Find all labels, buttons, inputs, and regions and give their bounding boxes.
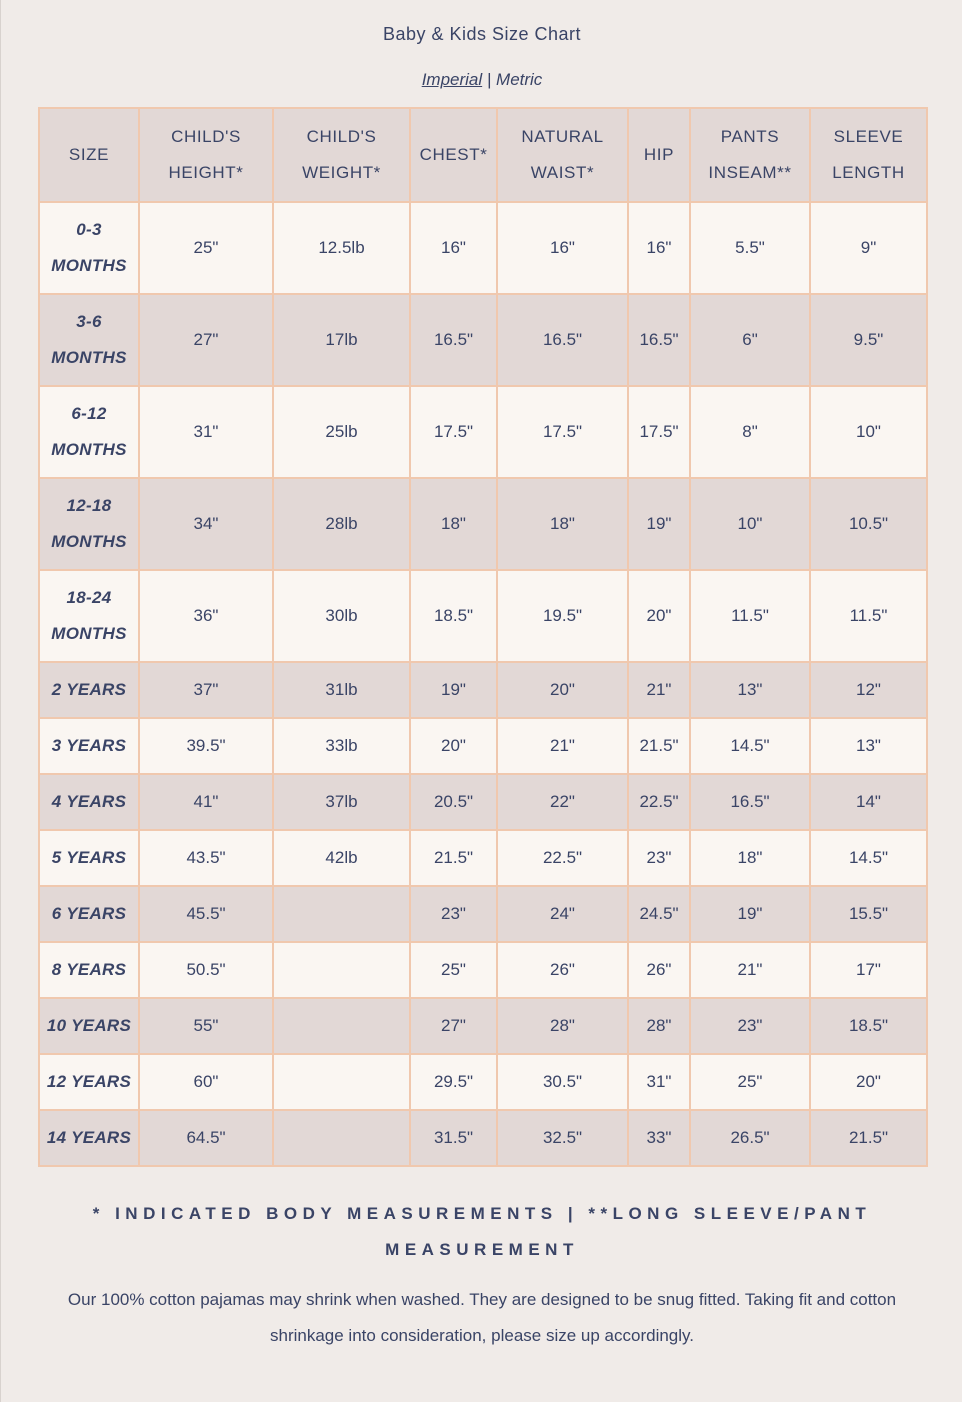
imperial-link[interactable]: Imperial xyxy=(421,70,483,89)
table-cell-inseam: 8" xyxy=(690,386,810,478)
size-label: MONTHS xyxy=(51,624,127,643)
unit-toggle xyxy=(1,70,962,90)
table-cell-inseam: 14.5" xyxy=(690,718,810,774)
table-cell-height: 31" xyxy=(139,386,273,478)
table-row xyxy=(39,942,927,998)
size-label: 8 YEARS xyxy=(51,960,127,979)
table-cell-height: 41" xyxy=(139,774,273,830)
table-cell-weight xyxy=(273,942,410,998)
table-cell-weight xyxy=(273,998,410,1054)
table-cell-hip: 23" xyxy=(628,830,690,886)
table-cell-waist: 32.5" xyxy=(497,1110,628,1166)
size-cell xyxy=(39,718,139,774)
size-label: MONTHS xyxy=(51,440,127,459)
table-cell-waist: 22" xyxy=(497,774,628,830)
size-label: 10 YEARS xyxy=(46,1016,132,1035)
table-cell-inseam: 26.5" xyxy=(690,1110,810,1166)
table-cell-chest: 21.5" xyxy=(410,830,497,886)
size-cell xyxy=(39,478,139,570)
table-cell-hip: 21.5" xyxy=(628,718,690,774)
table-cell-inseam: 10" xyxy=(690,478,810,570)
table-row xyxy=(39,1110,927,1166)
column-header-waist xyxy=(497,108,628,202)
table-row xyxy=(39,886,927,942)
table-cell-inseam: 16.5" xyxy=(690,774,810,830)
size-label: 6 YEARS xyxy=(51,904,127,923)
table-cell-sleeve: 9" xyxy=(810,202,927,294)
table-header-row xyxy=(39,108,927,202)
size-cell xyxy=(39,294,139,386)
table-cell-sleeve: 17" xyxy=(810,942,927,998)
table-row xyxy=(39,662,927,718)
column-header-text: PANTS xyxy=(720,127,780,146)
table-row xyxy=(39,830,927,886)
table-cell-hip: 17.5" xyxy=(628,386,690,478)
table-cell-waist: 21" xyxy=(497,718,628,774)
size-label: 0-3 xyxy=(76,220,102,239)
table-cell-weight: 33lb xyxy=(273,718,410,774)
table-cell-inseam: 5.5" xyxy=(690,202,810,294)
table-cell-waist: 19.5" xyxy=(497,570,628,662)
column-header-text: SLEEVE xyxy=(833,127,904,146)
column-header-text: LENGTH xyxy=(832,163,905,182)
size-chart-table xyxy=(38,107,928,1167)
table-cell-chest: 27" xyxy=(410,998,497,1054)
table-cell-sleeve: 14" xyxy=(810,774,927,830)
metric-link[interactable]: Metric xyxy=(496,70,543,89)
size-cell xyxy=(39,942,139,998)
table-cell-chest: 20.5" xyxy=(410,774,497,830)
table-cell-sleeve: 13" xyxy=(810,718,927,774)
size-label: 18-24 xyxy=(66,588,112,607)
table-cell-waist: 28" xyxy=(497,998,628,1054)
table-cell-weight xyxy=(273,1054,410,1110)
table-cell-waist: 24" xyxy=(497,886,628,942)
table-cell-hip: 16.5" xyxy=(628,294,690,386)
size-label: 6-12 xyxy=(71,404,107,423)
table-cell-weight xyxy=(273,886,410,942)
table-cell-sleeve: 10.5" xyxy=(810,478,927,570)
column-header-sleeve xyxy=(810,108,927,202)
table-cell-chest: 17.5" xyxy=(410,386,497,478)
table-cell-inseam: 19" xyxy=(690,886,810,942)
table-row xyxy=(39,1054,927,1110)
table-cell-inseam: 6" xyxy=(690,294,810,386)
table-row xyxy=(39,294,927,386)
size-label: 5 YEARS xyxy=(51,848,127,867)
column-header-text: NATURAL xyxy=(521,127,604,146)
table-cell-chest: 31.5" xyxy=(410,1110,497,1166)
size-cell xyxy=(39,386,139,478)
table-cell-height: 34" xyxy=(139,478,273,570)
size-label: 3-6 xyxy=(76,312,102,331)
table-row xyxy=(39,998,927,1054)
column-header-hip xyxy=(628,108,690,202)
size-cell xyxy=(39,570,139,662)
table-cell-weight: 37lb xyxy=(273,774,410,830)
table-cell-hip: 24.5" xyxy=(628,886,690,942)
column-header-text: WAIST* xyxy=(530,163,595,182)
page-title: Baby & Kids Size Chart xyxy=(382,24,582,44)
table-cell-height: 64.5" xyxy=(139,1110,273,1166)
table-cell-chest: 16" xyxy=(410,202,497,294)
size-cell xyxy=(39,202,139,294)
table-cell-weight: 28lb xyxy=(273,478,410,570)
table-cell-waist: 30.5" xyxy=(497,1054,628,1110)
column-header-chest xyxy=(410,108,497,202)
column-header-text: CHILD'S xyxy=(306,127,377,146)
table-cell-hip: 33" xyxy=(628,1110,690,1166)
size-label: 12 YEARS xyxy=(46,1072,132,1091)
column-header-size xyxy=(39,108,139,202)
size-label: MONTHS xyxy=(51,348,127,367)
table-cell-chest: 29.5" xyxy=(410,1054,497,1110)
table-row xyxy=(39,478,927,570)
table-cell-weight: 17lb xyxy=(273,294,410,386)
table-cell-sleeve: 14.5" xyxy=(810,830,927,886)
table-cell-height: 55" xyxy=(139,998,273,1054)
size-label: 4 YEARS xyxy=(51,792,127,811)
table-cell-weight: 31lb xyxy=(273,662,410,718)
table-cell-sleeve: 21.5" xyxy=(810,1110,927,1166)
column-header-text: HEIGHT* xyxy=(168,163,244,182)
size-cell xyxy=(39,1054,139,1110)
table-cell-waist: 16" xyxy=(497,202,628,294)
size-label: 2 YEARS xyxy=(51,680,127,699)
table-cell-waist: 16.5" xyxy=(497,294,628,386)
size-cell xyxy=(39,774,139,830)
size-cell xyxy=(39,1110,139,1166)
table-cell-inseam: 25" xyxy=(690,1054,810,1110)
column-header-text: WEIGHT* xyxy=(302,163,381,182)
measurement-footnote: * INDICATED BODY MEASUREMENTS | **LONG SLEEVE/PANT MEASUREMENT xyxy=(92,1204,872,1259)
size-cell xyxy=(39,998,139,1054)
table-cell-weight: 30lb xyxy=(273,570,410,662)
table-cell-waist: 26" xyxy=(497,942,628,998)
table-cell-weight xyxy=(273,1110,410,1166)
table-cell-inseam: 13" xyxy=(690,662,810,718)
size-label: 12-18 xyxy=(66,496,112,515)
table-cell-chest: 18.5" xyxy=(410,570,497,662)
size-cell xyxy=(39,662,139,718)
table-cell-height: 27" xyxy=(139,294,273,386)
table-cell-sleeve: 10" xyxy=(810,386,927,478)
column-header-weight xyxy=(273,108,410,202)
table-cell-height: 60" xyxy=(139,1054,273,1110)
size-label: 3 YEARS xyxy=(51,736,127,755)
table-body xyxy=(39,202,927,1166)
table-cell-waist: 20" xyxy=(497,662,628,718)
table-cell-chest: 20" xyxy=(410,718,497,774)
column-header-text: HIP xyxy=(643,145,675,164)
column-header-height xyxy=(139,108,273,202)
size-label: 14 YEARS xyxy=(46,1128,132,1147)
table-cell-sleeve: 18.5" xyxy=(810,998,927,1054)
table-cell-sleeve: 20" xyxy=(810,1054,927,1110)
table-cell-chest: 23" xyxy=(410,886,497,942)
table-cell-waist: 17.5" xyxy=(497,386,628,478)
table-cell-hip: 16" xyxy=(628,202,690,294)
table-row xyxy=(39,570,927,662)
size-cell xyxy=(39,830,139,886)
unit-separator: | xyxy=(482,70,497,89)
table-cell-inseam: 21" xyxy=(690,942,810,998)
size-label: MONTHS xyxy=(51,256,127,275)
table-cell-hip: 26" xyxy=(628,942,690,998)
table-cell-hip: 31" xyxy=(628,1054,690,1110)
table-cell-hip: 20" xyxy=(628,570,690,662)
table-cell-height: 25" xyxy=(139,202,273,294)
table-cell-height: 45.5" xyxy=(139,886,273,942)
size-cell xyxy=(39,886,139,942)
column-header-text: INSEAM** xyxy=(708,163,792,182)
column-header-text: SIZE xyxy=(68,145,110,164)
table-cell-waist: 18" xyxy=(497,478,628,570)
table-row xyxy=(39,386,927,478)
column-header-text: CHEST* xyxy=(419,145,488,164)
size-label: MONTHS xyxy=(51,532,127,551)
table-cell-hip: 21" xyxy=(628,662,690,718)
table-cell-inseam: 11.5" xyxy=(690,570,810,662)
column-header-text: CHILD'S xyxy=(171,127,241,146)
table-cell-weight: 42lb xyxy=(273,830,410,886)
table-cell-height: 43.5" xyxy=(139,830,273,886)
table-cell-chest: 18" xyxy=(410,478,497,570)
table-cell-weight: 25lb xyxy=(273,386,410,478)
table-cell-sleeve: 9.5" xyxy=(810,294,927,386)
column-header-inseam xyxy=(690,108,810,202)
table-cell-height: 37" xyxy=(139,662,273,718)
table-cell-height: 50.5" xyxy=(139,942,273,998)
table-cell-inseam: 18" xyxy=(690,830,810,886)
table-cell-weight: 12.5lb xyxy=(273,202,410,294)
table-cell-waist: 22.5" xyxy=(497,830,628,886)
table-row xyxy=(39,718,927,774)
table-cell-sleeve: 15.5" xyxy=(810,886,927,942)
table-cell-chest: 19" xyxy=(410,662,497,718)
table-cell-chest: 25" xyxy=(410,942,497,998)
table-cell-chest: 16.5" xyxy=(410,294,497,386)
table-cell-hip: 19" xyxy=(628,478,690,570)
table-cell-height: 36" xyxy=(139,570,273,662)
table-cell-height: 39.5" xyxy=(139,718,273,774)
table-row xyxy=(39,202,927,294)
table-cell-hip: 28" xyxy=(628,998,690,1054)
table-cell-inseam: 23" xyxy=(690,998,810,1054)
table-cell-hip: 22.5" xyxy=(628,774,690,830)
table-cell-sleeve: 12" xyxy=(810,662,927,718)
care-note: Our 100% cotton pajamas may shrink when washed. They are designed to be snug fitted. Taking fit and cotton shrinkage into consideration, please size up accordingly. xyxy=(67,1290,897,1345)
table-row xyxy=(39,774,927,830)
table-cell-sleeve: 11.5" xyxy=(810,570,927,662)
